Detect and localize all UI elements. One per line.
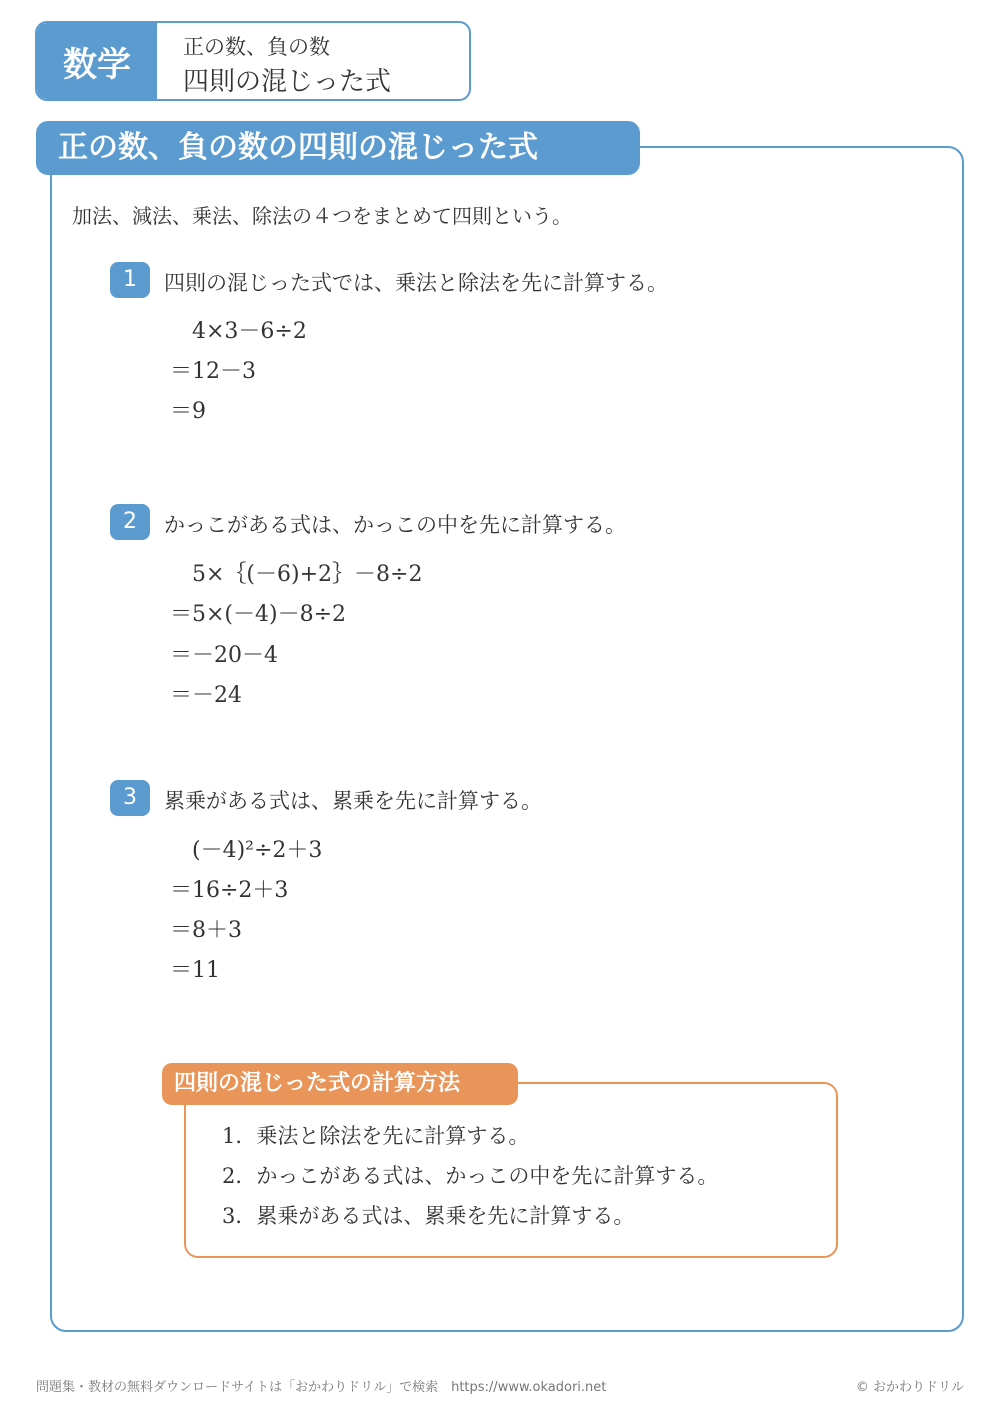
rule-3-text: 累乗がある式は、累乗を先に計算する。 <box>164 789 542 813</box>
rule-1-step-2: ＝12－3 <box>170 359 256 384</box>
rule-3-step-4: ＝11 <box>170 958 220 983</box>
rule-2-step-4: ＝－24 <box>170 683 242 708</box>
topic-label: 四則の混じった式 <box>183 67 392 97</box>
summary-item-3: 3．累乗がある式は、累乗を先に計算する。 <box>222 1204 635 1228</box>
rule-1-text: 四則の混じった式では、乗法と除法を先に計算する。 <box>164 271 668 295</box>
rule-3-number: 3 <box>110 780 150 816</box>
rule-3-step-1: (－4)²÷2＋3 <box>170 838 323 863</box>
rule-1-number: 1 <box>110 262 150 298</box>
rule-2-number: 2 <box>110 504 150 540</box>
rule-2-step-1: 5×｛(－6)+2｝－8÷2 <box>170 562 423 587</box>
rule-1-step-1: 4×3－6÷2 <box>170 319 307 344</box>
summary-title: 四則の混じった式の計算方法 <box>162 1063 518 1105</box>
main-title: 正の数、負の数の四則の混じった式 <box>36 121 640 175</box>
subject-label: 数学 <box>37 23 157 99</box>
rule-1-step-3: ＝9 <box>170 399 206 424</box>
rule-2-step-3: ＝－20－4 <box>170 643 278 668</box>
header-box <box>35 21 471 101</box>
rule-2-text: かっこがある式は、かっこの中を先に計算する。 <box>164 513 626 537</box>
unit-label: 正の数、負の数 <box>183 35 330 59</box>
rule-3-step-2: ＝16÷2＋3 <box>170 878 289 903</box>
summary-item-1: 1．乗法と除法を先に計算する。 <box>222 1124 530 1148</box>
footer-text: 問題集・教材の無料ダウンロードサイトは「おかわりドリル」で検索 https://www.okadori.net <box>36 1380 607 1395</box>
footer-copyright: © おかわりドリル <box>855 1380 964 1395</box>
rule-2-step-2: ＝5×(－4)－8÷2 <box>170 602 347 627</box>
rule-3-step-3: ＝8＋3 <box>170 918 242 943</box>
intro-text: 加法、減法、乗法、除法の４つをまとめて四則という。 <box>72 204 572 228</box>
summary-item-2: 2．かっこがある式は、かっこの中を先に計算する。 <box>222 1164 719 1188</box>
